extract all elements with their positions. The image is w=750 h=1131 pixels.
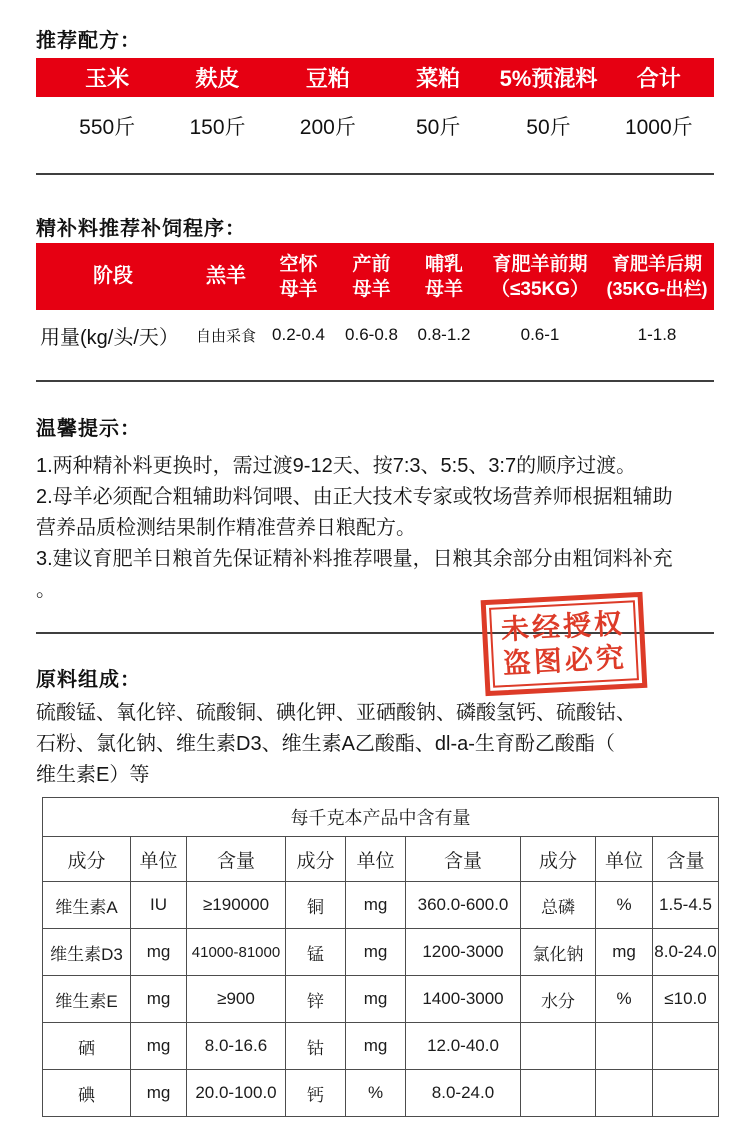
table-cell: mg xyxy=(131,1023,187,1070)
feeding-header-fattening-early-line1: 育肥羊前期 xyxy=(492,253,588,275)
table-cell: 维生素D3 xyxy=(43,929,131,976)
table-cell: % xyxy=(346,1070,406,1117)
table-cell: 1.5-4.5 xyxy=(653,882,719,929)
table-cell: 碘 xyxy=(43,1070,131,1117)
table-cell xyxy=(653,1070,719,1117)
ingredients-section-title: 原料组成： xyxy=(36,669,141,691)
formula-header-total: 合计 xyxy=(636,66,681,91)
col-header: 成分 xyxy=(43,837,131,882)
table-cell: mg xyxy=(346,1023,406,1070)
tips-section-title: 温馨提示： xyxy=(36,418,141,440)
table-cell: 锰 xyxy=(286,929,346,976)
stamp-text-line2: 盗图必究 xyxy=(502,641,628,680)
table-cell xyxy=(596,1070,653,1117)
formula-values-row xyxy=(36,105,714,147)
col-header: 成分 xyxy=(286,837,346,882)
ingredients-text xyxy=(36,698,726,791)
watermark-stamp-inner xyxy=(489,600,639,688)
feeding-header-prenatal-ewe-line1: 产前 xyxy=(352,253,391,275)
feeding-header-open-ewe-line1: 空怀 xyxy=(279,253,318,275)
tips-line: 3.建议育肥羊日粮首先保证精补料推荐喂量，日粮其余部分由粗饲料补充 xyxy=(36,548,673,570)
table-row xyxy=(43,976,719,1023)
feeding-value-lactating-ewe: 0.8-1.2 xyxy=(417,325,471,344)
feeding-value-fattening-late: 1-1.8 xyxy=(637,325,677,344)
feeding-header-fattening-late-line1: 育肥羊后期 xyxy=(612,253,702,274)
watermark-stamp xyxy=(481,592,648,696)
table-cell: 维生素A xyxy=(43,882,131,929)
col-header: 含量 xyxy=(187,837,286,882)
nutrition-table-caption-row xyxy=(43,798,719,837)
nutrition-table-header-row xyxy=(43,837,719,882)
table-cell: 硒 xyxy=(43,1023,131,1070)
feeding-header-fattening-early-line2: （≤35KG） xyxy=(490,278,590,300)
table-row xyxy=(43,882,719,929)
table-cell: % xyxy=(596,976,653,1023)
tips-line: 2.母羊必须配合粗辅助料饲喂、由正大技术专家或牧场营养师根据粗辅助 xyxy=(36,486,673,508)
formula-header-soybean-meal: 豆粕 xyxy=(305,66,350,91)
table-cell: mg xyxy=(346,929,406,976)
table-cell: 20.0-100.0 xyxy=(187,1070,286,1117)
feeding-header-prenatal-ewe xyxy=(335,252,408,302)
feeding-value-lamb: 自由采食 xyxy=(195,327,256,345)
table-row xyxy=(43,929,719,976)
formula-value-premix: 50斤 xyxy=(526,116,571,139)
formula-header-bran: 麸皮 xyxy=(195,66,240,91)
table-row xyxy=(43,1023,719,1070)
table-cell xyxy=(521,1070,596,1117)
formula-value-soybean-meal: 200斤 xyxy=(299,116,356,139)
table-cell xyxy=(653,1023,719,1070)
formula-section-title: 推荐配方： xyxy=(36,30,141,52)
feeding-header-open-ewe xyxy=(262,252,335,302)
formula-header-corn: 玉米 xyxy=(85,66,130,91)
table-cell: 水分 xyxy=(521,976,596,1023)
ingredients-line: 维生素E）等 xyxy=(36,764,150,786)
feeding-section-title: 精补料推荐补饲程序： xyxy=(36,218,246,240)
nutrition-table-caption: 每千克本产品中含有量 xyxy=(43,798,719,837)
ingredients-line: 石粉、氯化钠、维生素D3、维生素A乙酸酯、dl-a-生育酚乙酸酯（ xyxy=(36,733,615,755)
formula-value-bran: 150斤 xyxy=(189,116,246,139)
table-cell: 41000-81000 xyxy=(187,929,286,976)
tips-line: 1.两种精补料更换时，需过渡9-12天、按7:3、5:5、3:7的顺序过渡。 xyxy=(36,455,637,477)
feeding-header-lactating-ewe-line2: 母羊 xyxy=(424,278,463,300)
table-cell: mg xyxy=(131,976,187,1023)
table-cell: 8.0-16.6 xyxy=(187,1023,286,1070)
feeding-header-lactating-ewe-line1: 哺乳 xyxy=(424,253,463,275)
table-cell: ≤10.0 xyxy=(653,976,719,1023)
feeding-value-open-ewe: 0.2-0.4 xyxy=(272,325,325,344)
table-cell: 维生素E xyxy=(43,976,131,1023)
col-header: 单位 xyxy=(131,837,187,882)
col-header: 含量 xyxy=(406,837,521,882)
table-cell: 氯化钠 xyxy=(521,929,596,976)
tips-text xyxy=(36,451,726,606)
feeding-header-fattening-early xyxy=(480,252,600,302)
feeding-row-label: 用量(kg/头/天） xyxy=(40,326,179,349)
col-header: 单位 xyxy=(596,837,653,882)
table-cell: 8.0-24.0 xyxy=(653,929,719,976)
table-cell: mg xyxy=(131,1070,187,1117)
col-header: 含量 xyxy=(653,837,719,882)
formula-value-total: 1000斤 xyxy=(624,116,693,139)
formula-value-rapeseed-meal: 50斤 xyxy=(415,116,461,139)
col-header: 成分 xyxy=(521,837,596,882)
table-cell xyxy=(521,1023,596,1070)
feeding-header-lamb xyxy=(190,264,262,289)
feeding-header-lamb-line1: 羔羊 xyxy=(206,265,246,287)
section-divider xyxy=(36,173,714,175)
formula-header-bar xyxy=(36,58,714,97)
formula-header-premix: 5%预混料 xyxy=(499,66,598,91)
table-cell: mg xyxy=(346,976,406,1023)
table-cell: % xyxy=(596,882,653,929)
table-cell: 总磷 xyxy=(521,882,596,929)
nutrition-table xyxy=(42,797,719,1117)
ingredients-line: 硫酸锰、氧化锌、硫酸铜、碘化钾、亚硒酸钠、磷酸氢钙、硫酸钴、 xyxy=(36,702,636,724)
table-cell: mg xyxy=(131,929,187,976)
table-cell: 铜 xyxy=(286,882,346,929)
table-cell: 12.0-40.0 xyxy=(406,1023,521,1070)
table-cell: 360.0-600.0 xyxy=(406,882,521,929)
formula-header-rapeseed-meal: 菜粕 xyxy=(416,66,461,91)
table-cell: IU xyxy=(131,882,187,929)
feeding-header-fattening-late-line2: (35KG-出栏) xyxy=(606,278,708,299)
feeding-header-lactating-ewe xyxy=(408,252,480,302)
formula-value-corn: 550斤 xyxy=(79,116,136,139)
feeding-header-fattening-late xyxy=(600,252,714,302)
tips-line: 。 xyxy=(36,579,56,601)
table-cell: 锌 xyxy=(286,976,346,1023)
table-cell: 1200-3000 xyxy=(406,929,521,976)
table-cell: mg xyxy=(346,882,406,929)
table-cell xyxy=(596,1023,653,1070)
table-cell: 8.0-24.0 xyxy=(406,1070,521,1117)
feeding-header-stage-line1: 阶段 xyxy=(93,265,133,287)
feeding-value-fattening-early: 0.6-1 xyxy=(520,325,560,344)
feeding-values-row xyxy=(36,315,714,355)
feeding-header-bar xyxy=(36,243,714,310)
feeding-header-stage xyxy=(36,264,190,289)
feeding-header-open-ewe-line2: 母羊 xyxy=(279,278,318,300)
feeding-header-prenatal-ewe-line2: 母羊 xyxy=(352,278,391,300)
table-cell: mg xyxy=(596,929,653,976)
feeding-value-prenatal-ewe: 0.6-0.8 xyxy=(345,325,398,344)
table-cell: ≥190000 xyxy=(187,882,286,929)
section-divider xyxy=(36,380,714,382)
table-cell: 钙 xyxy=(286,1070,346,1117)
col-header: 单位 xyxy=(346,837,406,882)
table-cell: 1400-3000 xyxy=(406,976,521,1023)
stamp-text-line1: 未经授权 xyxy=(500,607,626,646)
table-cell: 钴 xyxy=(286,1023,346,1070)
table-row xyxy=(43,1070,719,1117)
tips-line: 营养品质检测结果制作精准营养日粮配方。 xyxy=(36,517,416,539)
table-cell: ≥900 xyxy=(187,976,286,1023)
